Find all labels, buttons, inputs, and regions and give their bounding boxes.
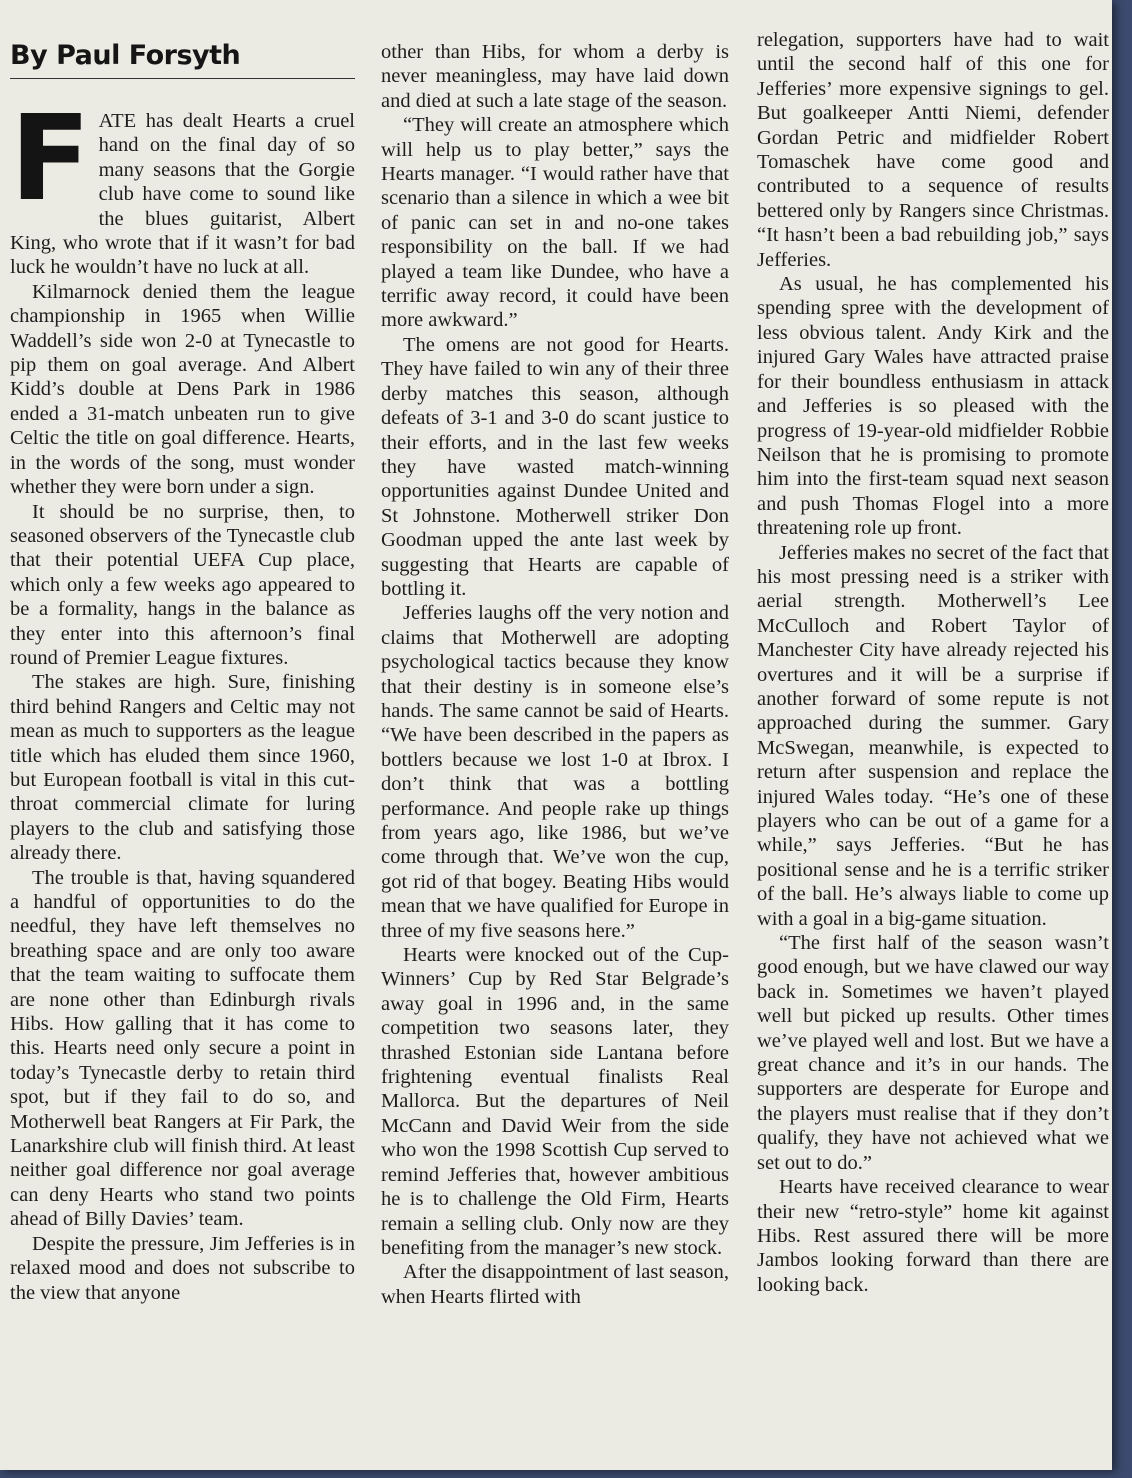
lead-paragraph [10,89,355,280]
article-column-1 [10,40,355,1470]
paragraph: After the disappointment of last season, when Hearts flirted with [381,1261,729,1308]
byline: By Paul Forsyth [10,40,241,71]
paragraph: The omens are not good for Hearts. They have failed to win any of their three derby matches this season, although defeats of 3-1 and 3-0 do scant justice to their efforts, and in the last few weeks they have wasted match-winning opportunities against Dundee United and St Johnstone. Motherwell striker Don Goodman upped the ante last week by suggesting that Hearts are capable of bottling it. [381,333,729,600]
paragraph: Jefferies makes no secret of the fact that his most pressing need is a striker with aerial strength. Motherwell’s Lee McCulloch and Robert Taylor of Manchester City have already rejected his overtures and it will be a surprise if another forward of some repute is not approached during the summer. Gary McSwegan, meanwhile, is expected to return after suspension and replace the injured Wales today. “He’s one of these players who can be out of a game for a while,” says Jefferies. “But he has positional sense and he is a terrific striker of the ball. He’s always liable to come up with a goal in a big-game situation. [757,541,1109,930]
paragraph: Hearts have received clearance to wear their new “retro-style” home kit against Hibs. Rest assured there will be more Jambos looking forward than there are looking back. [757,1176,1109,1296]
paragraph: Despite the pressure, Jim Jefferies is in relaxed mood and does not subscribe to the view that anyone [10,1232,355,1304]
article-column-3 [757,28,1109,1470]
paragraph: relegation, supporters have had to wait until the second half of this one for Jefferies’ more expensive signings to gel. But goalkeeper Antti Niemi, defender Gordan Petric and midfielder Robert Tomaschek have come good and contributed to a sequence of results bettered only by Rangers since Christmas. “It hasn’t been a bad rebuilding job,” says Jefferies. [757,29,1109,271]
byline-rule [10,78,355,79]
article-column-2 [381,40,729,1470]
paragraph: As usual, he has complemented his spending spree with the development of less obvious talent. Andy Kirk and the injured Gary Wales have attracted praise for their boundless enthusiasm in attack and Jefferies is so pleased with the progress of 19-year-old midfielder Robbie Neilson that he is promising to promote him into the first-team squad next season and push Thomas Flogel into a more threatening role up front. [757,273,1109,540]
paragraph: Hearts were knocked out of the Cup-Winners’ Cup by Red Star Belgrade’s away goal in 1996 and, in the same competition two seasons later, they thrashed Estonian side Lantana before frightening eventual finalists Real Mallorca. But the departures of Neil McCann and David Weir from the side who won the 1998 Scottish Cup served to remind Jefferies that, however ambitious he is to challenge the Old Firm, Hearts remain a selling club. Only now are they benefiting from the manager’s new stock. [381,944,729,1259]
paragraph: other than Hibs, for whom a derby is never meaningless, may have laid down and died at such a late stage of the season. [381,41,729,112]
paragraph: The stakes are high. Sure, finishing third behind Rangers and Celtic may not mean as much to supporters as the league title which has eluded them since 1960, but European football is vital in this cut-throat commercial climate for luring players to the club and satisfying those already there. [10,671,355,865]
paragraph: “They will create an atmosphere which will help us to play better,” says the Hearts manager. “I would rather have that scenario than a silence in which a wee bit of panic can set in and no-one takes responsibility on the ball. If we had played a team like Dundee, who have a terrific away record, it could have been more awkward.” [381,114,729,332]
paragraph: “The first half of the season wasn’t good enough, but we have clawed our way back in. Sometimes we haven’t played well but picked up results. Other times we’ve played well and lost. But we have a great chance and it’s in our hands. The supporters are desperate for Europe and the players must realise that if they don’t qualify, they have not achieved what we set out to do.” [757,932,1109,1174]
lead-paragraph-text: ATE has dealt Hearts a cruel hand on the final day of so many seasons that the Gorgie club have come to sound like the blues guitarist, Albert King, who wrote that if it wasn’t for bad luck he wouldn’t have no luck at all. [10,110,355,279]
paragraph: It should be no surprise, then, to seasoned observers of the Tynecastle club that their potential UEFA Cup place, which only a few weeks ago appeared to be a formality, hangs in the balance as they enter into this afternoon’s final round of Premier League fixtures. [10,500,355,669]
paragraph: Kilmarnock denied them the league championship in 1965 when Willie Waddell’s side won 2-0 at Tynecastle to pip them on goal average. And Albert Kidd’s double at Dens Park in 1986 ended a 31-match unbeaten run to give Celtic the title on goal difference. Hearts, in the words of the song, must wonder whether they were born under a sign. [10,280,355,499]
paragraph: Jefferies laughs off the very notion and claims that Motherwell are adopting psychological tactics because they know that their destiny is in someone else’s hands. The same cannot be said of Hearts. “We have been described in the papers as bottlers because we lost 1-0 at Ibrox. I don’t think that was a bottling performance. And people rake up things from years ago, like 1986, but we’ve come through that. We’ve won the cup, got rid of that bogey. Beating Hibs would mean that we have qualified for Europe in three of my five seasons here.” [381,602,729,942]
drop-cap: F [10,89,91,227]
paragraph: The trouble is that, having squandered a handful of opportunities to do the needful, they have left themselves no breathing space and are only too aware that the team waiting to suffocate them are none other than Edinburgh rivals Hibs. How galling that it has come to this. Hearts need only secure a point in today’s Tynecastle derby to retain third spot, but if they fail to do so, and Motherwell beat Rangers at Fir Park, the Lanarkshire club will finish third. At least neither goal difference nor goal average can deny Hearts who stand two points ahead of Billy Davies’ team. [10,866,355,1231]
